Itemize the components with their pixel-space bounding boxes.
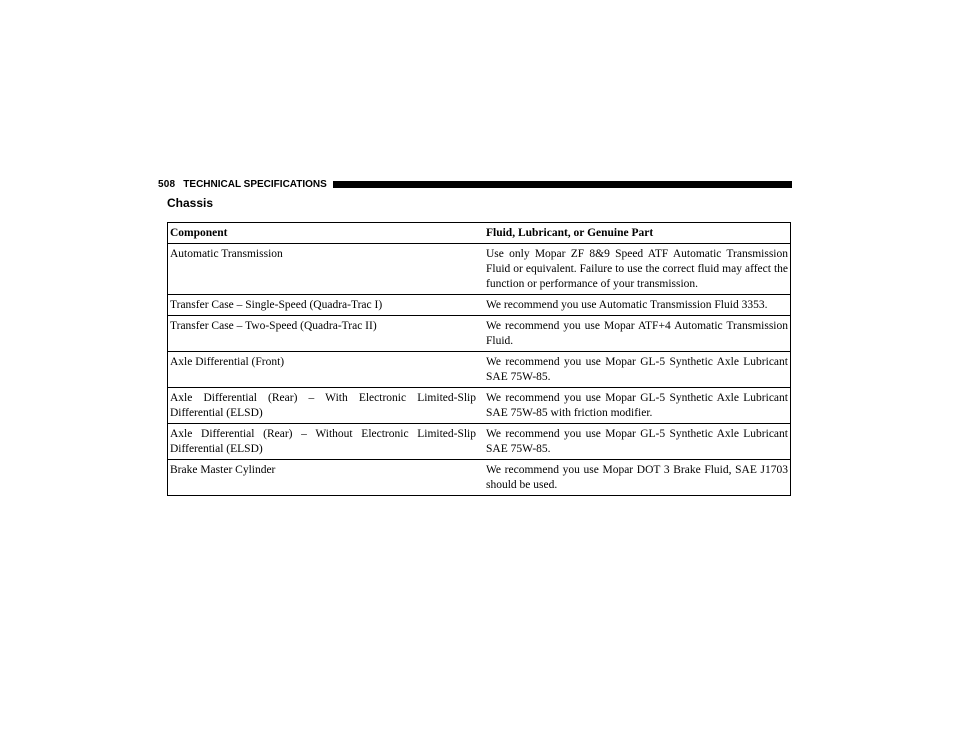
table-row (168, 244, 791, 295)
fluid-cell: We recommend you use Mopar GL-5 Synthetic Axle Lubricant SAE 75W-85. (484, 424, 791, 460)
table-row (168, 352, 791, 388)
section-title: Chassis (167, 196, 214, 210)
table-row (168, 316, 791, 352)
table-row (168, 388, 791, 424)
column-header-component: Component (168, 223, 485, 244)
component-cell: Axle Differential (Rear) – With Electronic Limited-Slip Differential (ELSD) (168, 388, 485, 424)
running-section-title: TECHNICAL SPECIFICATIONS (183, 178, 327, 190)
table-row (168, 460, 791, 496)
component-cell: Axle Differential (Front) (168, 352, 485, 388)
table-row (168, 424, 791, 460)
component-cell: Axle Differential (Rear) – Without Electronic Limited-Slip Differential (ELSD) (168, 424, 485, 460)
fluid-cell: We recommend you use Mopar DOT 3 Brake Fluid, SAE J1703 should be used. (484, 460, 791, 496)
table-row (168, 295, 791, 316)
fluid-cell: We recommend you use Automatic Transmission Fluid 3353. (484, 295, 791, 316)
fluid-cell: We recommend you use Mopar GL-5 Synthetic Axle Lubricant SAE 75W-85. (484, 352, 791, 388)
header-rule (333, 181, 792, 188)
page-header (158, 176, 792, 192)
table-header-row (168, 223, 791, 244)
chassis-fluids-table (167, 222, 791, 496)
component-cell: Transfer Case – Single-Speed (Quadra-Trac I) (168, 295, 485, 316)
column-header-fluid: Fluid, Lubricant, or Genuine Part (484, 223, 791, 244)
fluid-cell: We recommend you use Mopar ATF+4 Automatic Transmission Fluid. (484, 316, 791, 352)
component-cell: Automatic Transmission (168, 244, 485, 295)
component-cell: Transfer Case – Two-Speed (Quadra-Trac II) (168, 316, 485, 352)
fluid-cell: We recommend you use Mopar GL-5 Synthetic Axle Lubricant SAE 75W-85 with friction modifier. (484, 388, 791, 424)
component-cell: Brake Master Cylinder (168, 460, 485, 496)
fluid-cell: Use only Mopar ZF 8&9 Speed ATF Automatic Transmission Fluid or equivalent. Failure to use the correct fluid may affect the function or performance of your transmission. (484, 244, 791, 295)
page-number: 508 (158, 178, 176, 190)
